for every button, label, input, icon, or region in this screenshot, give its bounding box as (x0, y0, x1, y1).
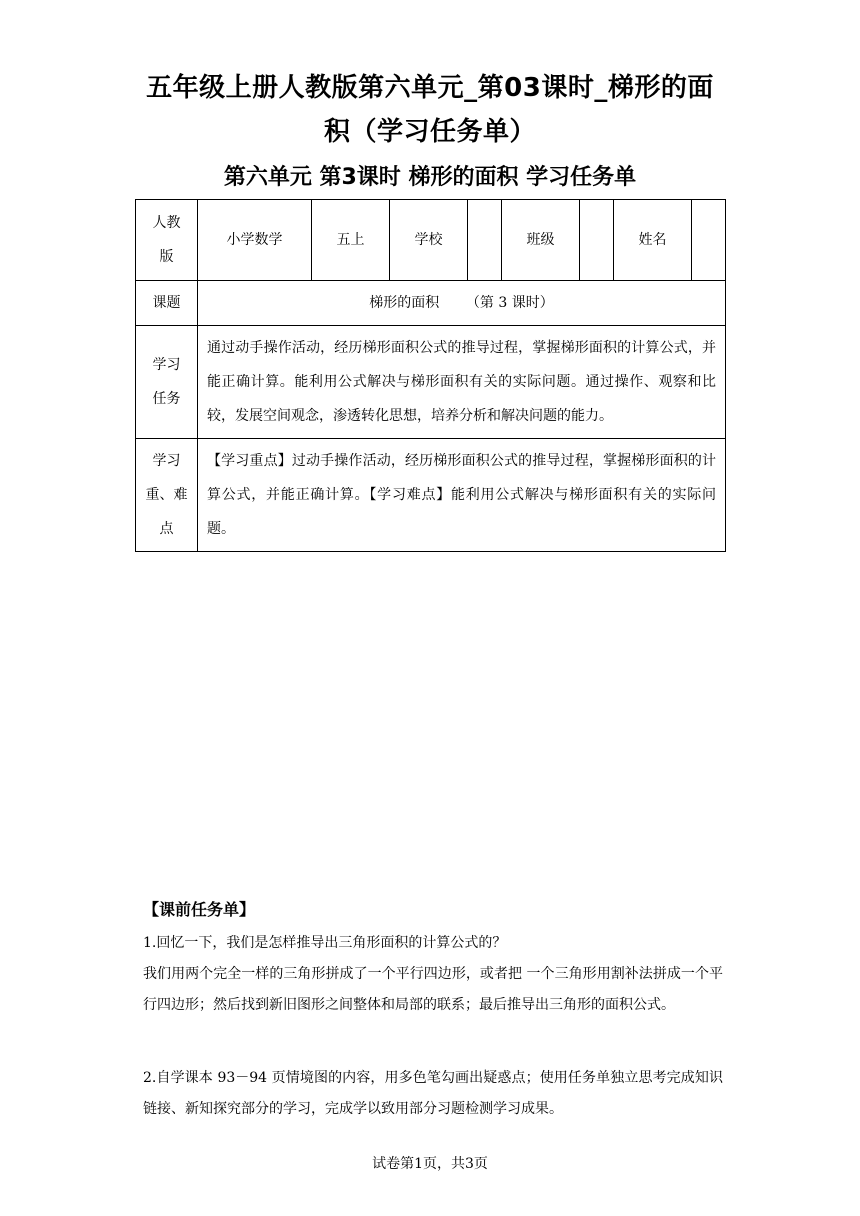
page-footer: 试卷第1页，共3页 (372, 1156, 488, 1172)
table-row-header (136, 200, 726, 281)
focus-label-cell: 学习 重、难 点 (136, 439, 198, 552)
topic-value-cell: 梯形的面积 （第 3 课时） (198, 281, 726, 326)
info-table (135, 199, 726, 552)
class-label-cell: 班级 (502, 200, 580, 281)
question-2: 2.自学课本 93－94 页情境图的内容，用多色笔勾画出疑惑点；使用任务单独立思考完成知识链接、新知探究部分的学习，完成学以致用部分习题检测学习成果。 (143, 1070, 723, 1117)
class-value-cell[interactable] (580, 200, 614, 281)
pre-class-heading: 【课前任务单】 (143, 900, 256, 919)
name-value-cell[interactable] (692, 200, 726, 281)
table-row-task (136, 326, 726, 439)
subject-cell: 小学数学 (198, 200, 312, 281)
table-row-topic (136, 281, 726, 326)
task-value-cell: 通过动手操作活动，经历梯形面积公式的推导过程，掌握梯形面积的计算公式，并能正确计算。能利用公式解决与梯形面积有关的实际问题。通过操作、观察和比较，发展空间观念，渗透转化思想，培养分析和解决问题的能力。 (198, 326, 726, 439)
table-row-focus (136, 439, 726, 552)
task-label-cell: 学习 任务 (136, 326, 198, 439)
document-subtitle: 第六单元 第3课时 梯形的面积 学习任务单 (223, 165, 637, 190)
answer-1: 我们用两个完全一样的三角形拼成了一个平行四边形，或者把 一个三角形用割补法拼成一个平行四边形；然后找到新旧图形之间整体和局部的联系；最后推导出三角形的面积公式。 (143, 966, 723, 1013)
school-label-cell: 学校 (390, 200, 468, 281)
grade-cell: 五上 (312, 200, 390, 281)
focus-value-cell: 【学习重点】过动手操作活动，经历梯形面积公式的推导过程，掌握梯形面积的计算公式，并能正确计算。【学习难点】能利用公式解决与梯形面积有关的实际问题。 (198, 439, 726, 552)
topic-label-cell: 课题 (136, 281, 198, 326)
document-title-line1: 五年级上册人教版第六单元_第03课时_梯形的面 (146, 73, 714, 103)
school-value-cell[interactable] (468, 200, 502, 281)
document-title-line2: 积（学习任务单） (323, 117, 536, 147)
publisher-cell: 人教 版 (136, 200, 198, 281)
name-label-cell: 姓名 (614, 200, 692, 281)
question-1: 1.回忆一下，我们是怎样推导出三角形面积的计算公式的？ (143, 935, 507, 951)
